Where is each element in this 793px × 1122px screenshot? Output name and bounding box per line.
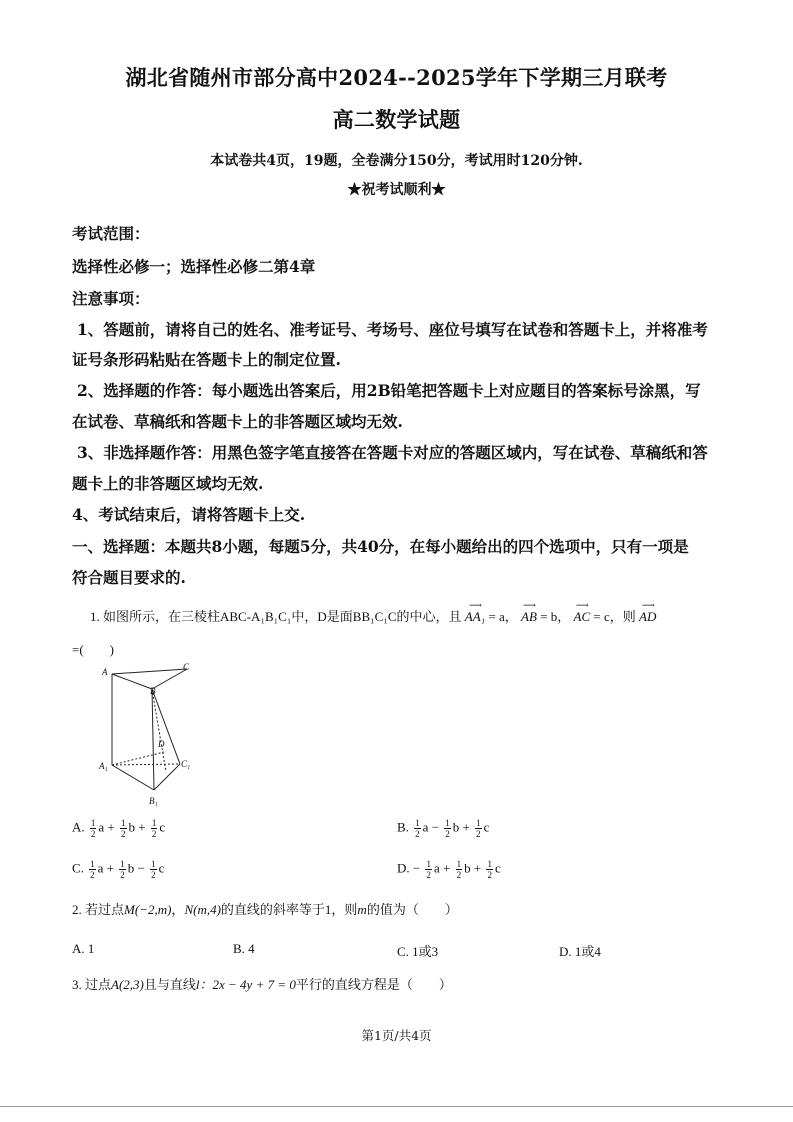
fraction-half: $\frac{1}{2}$ (90, 818, 96, 839)
fraction-half: $\frac{1}{2}$ (445, 818, 450, 839)
label-d: D (158, 739, 165, 749)
exam-info: 本试卷共4页，19题，全卷满分150分，考试用时120分钟. (210, 153, 583, 169)
variable-m: m (357, 902, 367, 917)
fraction-half: $\frac{1}{2}$ (90, 859, 95, 880)
diagonal-b1c (152, 689, 166, 772)
vector-ab: ⟶ AB (521, 600, 537, 624)
exam-title: 湖北省随州市部分高中2024--2025学年下学期三月联考 (125, 65, 668, 90)
scope-content: 选择性必修一；选择性必修二第4章 (72, 257, 316, 276)
fraction-half: $\frac{1}{2}$ (476, 818, 481, 839)
vector-ac: ⟶ AC (573, 600, 591, 624)
label-c: C (183, 662, 190, 672)
line-l: l：2x − 4y + 7 = 0 (195, 977, 296, 992)
note-2-line-2: 在试卷、草稿纸和答题卡上的非答题区域均无效. (72, 412, 403, 431)
segment-a1d (112, 752, 164, 765)
note-2-line-1: 2、选择题的作答：每小题选出答案后，用2B铅笔把答题卡上对应题目的答案标号涂黑，写 (77, 381, 701, 400)
edge-a1c1 (112, 764, 180, 765)
q2-option-b[interactable]: B. 4 (233, 941, 255, 956)
q1-option-d[interactable]: D. − $\frac{1}{2}$ a + $\frac{1}{2}$ b + $\frac{1}{2}$ c (397, 859, 501, 880)
edge-ac (112, 669, 187, 674)
fraction-half: $\frac{1}{2}$ (487, 859, 492, 880)
q1-option-a[interactable]: A. $\frac{1}{2}$ a + $\frac{1}{2}$ b + $\frac{1}{2}$ c (72, 818, 166, 839)
q1-option-b[interactable]: B. $\frac{1}{2}$ a − $\frac{1}{2}$ b + $\frac{1}{2}$ c (397, 818, 490, 839)
edge-a1b1 (112, 765, 154, 790)
question-1 (90, 600, 657, 625)
question-3: 3. 过点A(2,3)且与直线l：2x − 4y + 7 = 0平行的直线方程是（ ） (72, 977, 452, 992)
q2-option-a[interactable]: A. 1 (72, 941, 95, 956)
notes-label: 注意事项： (72, 289, 150, 308)
q1-option-c[interactable]: C. $\frac{1}{2}$ a + $\frac{1}{2}$ b − $\frac{1}{2}$ c (72, 859, 165, 880)
q2-option-d[interactable]: D. 1或4 (559, 944, 601, 959)
exam-subtitle: 高二数学试题 (332, 107, 461, 132)
note-1-line-2: 证号条形码粘贴在答题卡上的制定位置. (72, 350, 341, 369)
label-b1: B₁ (149, 796, 158, 806)
q2-option-c[interactable]: C. 1或3 (397, 944, 439, 959)
question-1-text: 1. 如图所示，在三棱柱ABC-A₁B₁C₁中，D是面BB₁C₁C的中心，且 (90, 609, 462, 624)
point-a: A(2,3) (111, 977, 144, 992)
note-3-line-2: 题卡上的非答题区域均无效. (72, 474, 264, 493)
label-c1: C₁ (181, 759, 191, 769)
point-m: M(−2,m) (124, 902, 172, 917)
vector-aa1: ⟶ AA₁ (464, 600, 486, 624)
vector-ac-eq: = c，则 (593, 609, 636, 624)
vector-ad: ⟶ AD (639, 600, 657, 624)
question-2: 2. 若过点M(−2,m)，N(m,4)的直线的斜率等于1，则m的值为（ ） (72, 902, 458, 917)
exam-wish: ★祝考试顺利★ (347, 182, 446, 198)
prism-figure (92, 660, 202, 810)
question-1-tail: =( ) (72, 642, 114, 657)
section-1-line-2: 符合题目要求的. (72, 568, 186, 587)
note-1-line-1: 1、答题前，请将自己的姓名、准考证号、考场号、座位号填写在试卷和答题卡上，并将准考 (77, 320, 708, 339)
edge-b1c1 (154, 764, 180, 790)
note-3-line-1: 3、非选择题作答：用黑色签字笔直接答在答题卡对应的答题区域内，写在试卷、草稿纸和答 (77, 443, 708, 462)
label-a: A (102, 667, 108, 677)
label-a1: A₁ (99, 761, 108, 771)
point-n: N(m,4) (184, 902, 221, 917)
fraction-half: $\frac{1}{2}$ (121, 818, 126, 839)
page-footer: 第1页/共4页 (361, 1028, 432, 1043)
scope-label: 考试范围： (72, 224, 150, 243)
section-1-line-1: 一、选择题：本题共8小题，每题5分，共40分，在每小题给出的四个选项中，只有一项是 (72, 537, 689, 556)
note-4: 4、考试结束后，请将答题卡上交. (72, 505, 306, 524)
fraction-half: $\frac{1}{2}$ (151, 818, 157, 839)
edge-bc1 (152, 689, 180, 764)
edge-bb1 (152, 689, 154, 790)
vector-ab-eq: = b， (540, 609, 571, 624)
fraction-half: $\frac{1}{2}$ (456, 859, 462, 880)
fraction-half: $\frac{1}{2}$ (415, 818, 420, 839)
edge-ab (112, 674, 152, 689)
fraction-half: $\frac{1}{2}$ (426, 859, 431, 880)
page-bottom-divider (0, 1106, 793, 1107)
label-b: B (150, 686, 156, 696)
fraction-half: $\frac{1}{2}$ (120, 859, 125, 880)
edge-bc (152, 669, 187, 689)
fraction-half: $\frac{1}{2}$ (151, 859, 156, 880)
vector-aa1-eq: = a， (488, 609, 518, 624)
